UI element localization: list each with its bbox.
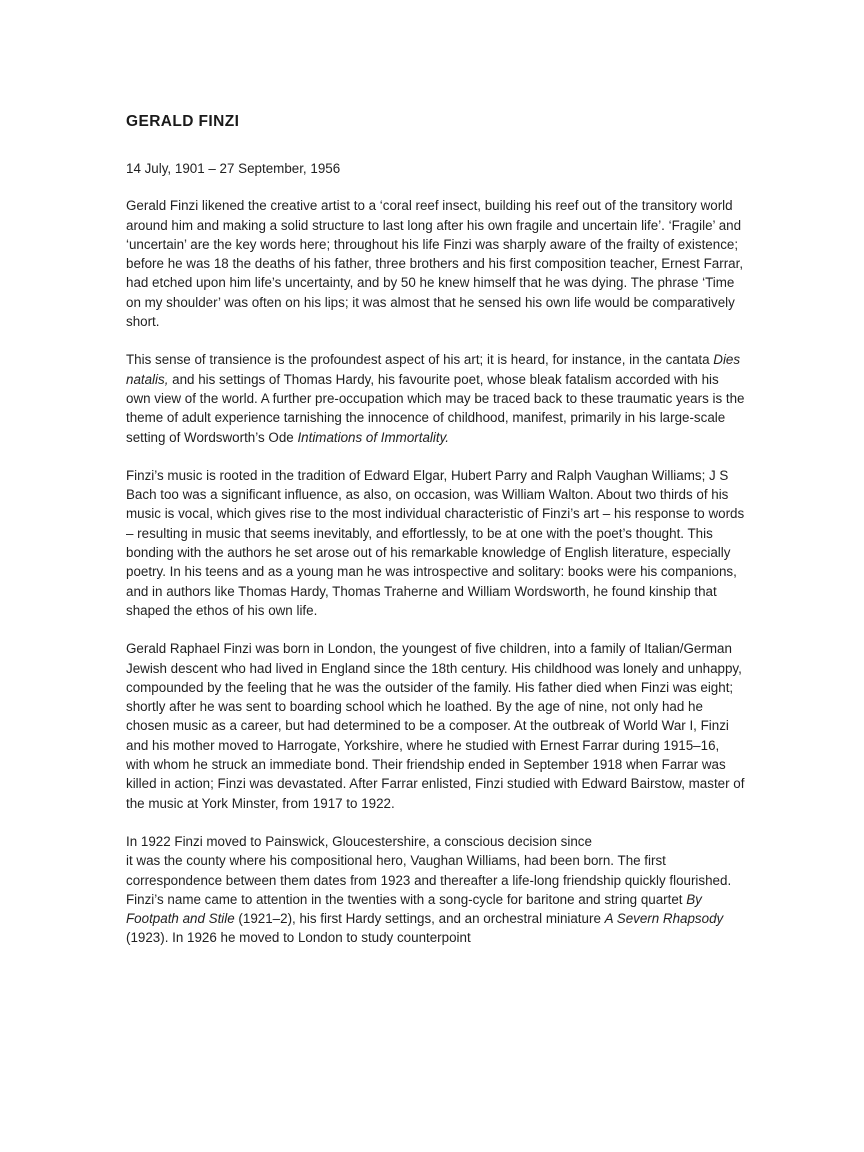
document-title: GERALD FINZI [126, 113, 240, 130]
bio-paragraph-4: Gerald Raphael Finzi was born in London, the youngest of five children, into a family of Italian/German Jewish descent who had lived in England since the 18th century. His childhood was lonely and unhappy, compounded by the feeling that he was the outsider of the family. His father died when Finzi was eight; shortly after he was sent to boarding school which he loathed. By the age of nine, not only had he chosen music as a career, but had determined to be a composer. At the outbreak of World War I, Finzi and his mother moved to Harrogate, Yorkshire, where he studied with Ernest Farrar during 1915–16, with whom he struck an immediate bond. Their friendship ended in September 1918 when Farrar was killed in action; Finzi was devastated. After Farrar enlisted, Finzi studied with Edward Bairstow, master of the music at York Minster, from 1917 to 1922. [126, 641, 745, 811]
bio-paragraph-2: This sense of transience is the profoundest aspect of his art; it is heard, for instance, in the cantata Dies natalis, and his settings of Thomas Hardy, his favourite poet, whose bleak fatalism accorded with his own view of the world. A further pre-occupation which may be traced back to these traumatic years is the theme of adult experience tarnishing the innocence of childhood, manifest, primarily in his large-scale setting of Wordsworth’s Ode Intimations of Immortality. [126, 352, 745, 445]
biography-text [126, 196, 746, 947]
bio-paragraph-3: Finzi’s music is rooted in the tradition of Edward Elgar, Hubert Parry and Ralph Vaughan Williams; J S Bach too was a significant influence, as also, on occasion, was William Walton. About two thirds of his music is vocal, which gives rise to the most individual characteristic of Finzi’s art – his response to words – resulting in music that seems inevitably, and effortlessly, to be at one with the poet’s thought. This bonding with the authors he set arose out of his remarkable knowledge of English literature, especially poetry. In his teens and as a young man he was introspective and solitary: books were his companions, and in authors like Thomas Hardy, Thomas Traherne and William Wordsworth, he found kinship that shaped the ethos of his own life. [126, 467, 745, 618]
document-page [126, 112, 746, 967]
life-dates: 14 July, 1901 – 27 September, 1956 [126, 161, 341, 176]
bio-paragraph-5: In 1922 Finzi moved to Painswick, Gloucestershire, a conscious decision since it was the county where his compositional hero, Vaughan Williams, had been born. The first correspondence between them dates from 1923 and thereafter a life-long friendship quickly flourished. Finzi’s name came to attention in the twenties with a song-cycle for baritone and string quartet By Footpath and Stile (1921–2), his first Hardy settings, and an orchestral miniature A Severn Rhapsody (1923). In 1926 he moved to London to study counterpoint [126, 833, 732, 946]
bio-paragraph-1: Gerald Finzi likened the creative artist to a ‘coral reef insect, building his reef out of the transitory world around him and making a solid structure to last long after his own fragile and uncertain life’. ‘Fragile’ and ‘uncertain’ are the key words here; throughout his life Finzi was sharply aware of the frailty of existence; before he was 18 the deaths of his father, three brothers and his first composition teacher, Ernest Farrar, had etched upon him life’s uncertainty, and by 50 he knew himself that he was dying. The phrase ‘Time on my shoulder’ was often on his lips; it was almost that he sensed his own life would be comparatively short. [126, 198, 744, 330]
